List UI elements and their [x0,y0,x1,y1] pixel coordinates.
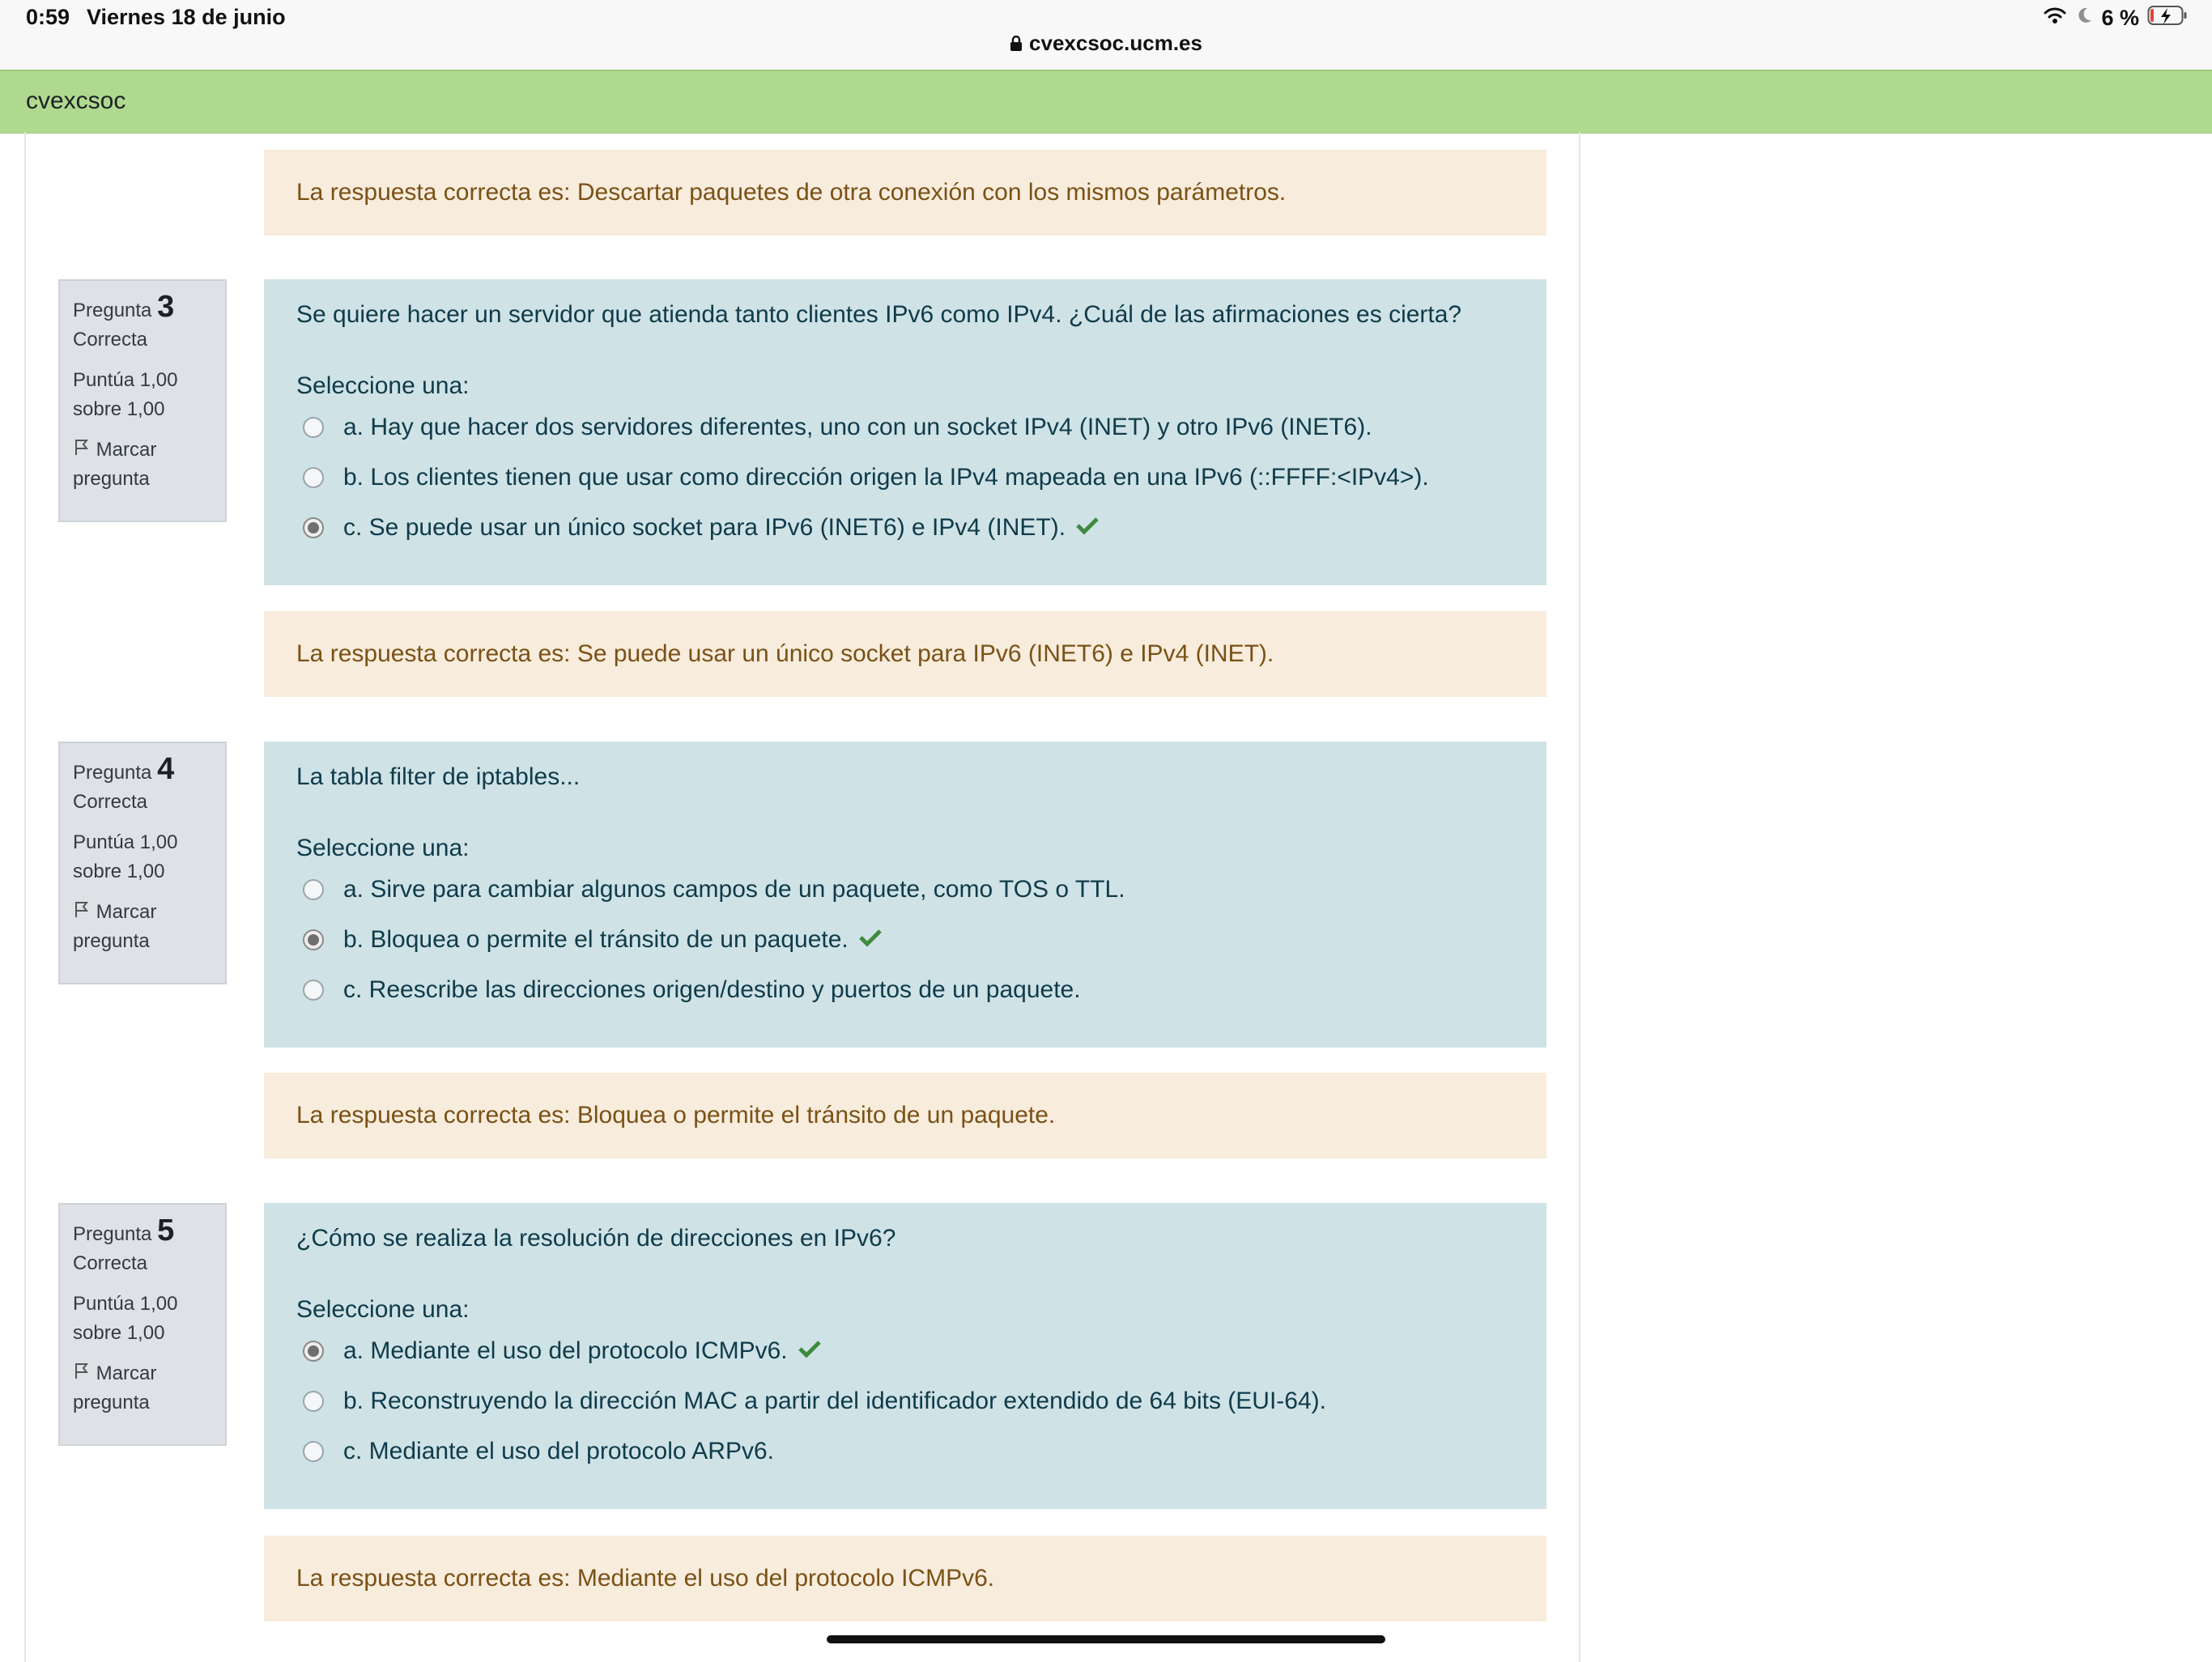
question-text: ¿Cómo se realiza la resolución de direcciones en IPv6? [296,1225,896,1252]
feedback-q5: La respuesta correcta es: Mediante el uso del protocolo ICMPv6. [264,1536,1546,1622]
grade-line: Puntúa 1,00 [73,1293,178,1315]
grade-line: Puntúa 1,00 [73,369,178,391]
address-bar[interactable] [0,31,2212,57]
answer-text: c. Mediante el uso del protocolo ARPv6. [343,1438,774,1464]
answer-option[interactable] [296,865,1514,915]
answer-text: a. Hay que hacer dos servidores diferentes, uno con un socket IPv4 (INET) y otro IPv6 (INET6). [343,414,1372,440]
lock-icon [1010,32,1023,57]
battery-charging-icon [2147,5,2188,32]
flag-icon [73,1362,91,1384]
radio-button-checked[interactable] [303,1341,324,1362]
question-content-q3 [264,279,1546,585]
answer-option[interactable] [296,1376,1514,1426]
answer-prompt: Seleccione una: [296,372,470,399]
answer-text: b. Bloquea o permite el tránsito de un paquete. [343,926,849,953]
status-date: Viernes 18 de junio [87,5,286,29]
flag-question-button[interactable]: Marcar [73,1359,212,1388]
radio-button[interactable] [303,1391,324,1412]
question-info-q3 [58,279,227,522]
question-number: 5 [157,1214,175,1248]
radio-button[interactable] [303,879,324,900]
radio-button-checked[interactable] [303,517,324,538]
question-label: Pregunta [73,762,152,784]
status-indicators [2043,5,2188,32]
battery-percent: 6 % [2101,6,2139,30]
feedback-q2: La respuesta correcta es: Descartar paquetes de otra conexión con los mismos parámetros. [264,150,1546,236]
flag-icon [73,901,91,923]
flag-question-label: pregunta [73,1392,150,1413]
correct-check-icon [798,1337,822,1365]
answer-text: a. Sirve para cambiar algunos campos de un paquete, como TOS o TTL. [343,876,1125,903]
answer-text: c. Se puede usar un único socket para IPv6 (INET6) e IPv4 (INET). [343,514,1066,541]
flag-question-button[interactable]: Marcar [73,436,212,465]
grade-max: sobre 1,00 [73,1322,165,1344]
answer-text: a. Mediante el uso del protocolo ICMPv6. [343,1337,788,1364]
question-text: La tabla filter de iptables... [296,763,581,790]
question-info-q4 [58,742,227,984]
question-number: 4 [157,752,175,786]
url-text: cvexcsoc.ucm.es [1029,31,1202,55]
radio-button[interactable] [303,467,324,488]
answer-prompt: Seleccione una: [296,1296,470,1323]
flag-question-label: pregunta [73,468,150,490]
wifi-icon [2043,6,2067,31]
question-state: Correcta [73,329,148,351]
feedback-q3: La respuesta correcta es: Se puede usar un único socket para IPv6 (INET6) e IPv4 (INET). [264,611,1546,697]
answer-option[interactable] [296,965,1514,1015]
radio-button[interactable] [303,417,324,438]
correct-check-icon [1075,514,1100,542]
site-name[interactable]: cvexcsoc [26,87,126,114]
question-text: Se quiere hacer un servidor que atienda tanto clientes IPv6 como IPv4. ¿Cuál de las afirmaciones es cierta? [296,301,1462,328]
answer-option[interactable] [296,1426,1514,1477]
answer-text: c. Reescribe las direcciones origen/destino y puertos de un paquete. [343,976,1081,1003]
answer-prompt: Seleccione una: [296,835,470,861]
correct-check-icon [858,926,883,954]
answer-option-selected[interactable] [296,1326,1514,1376]
home-indicator[interactable] [827,1635,1385,1643]
feedback-q4: La respuesta correcta es: Bloquea o permite el tránsito de un paquete. [264,1073,1546,1158]
grade-line: Puntúa 1,00 [73,831,178,853]
answer-text: b. Reconstruyendo la dirección MAC a partir del identificador extendido de 64 bits (EUI-64). [343,1388,1326,1414]
answer-text: b. Los clientes tienen que usar como dirección origen la IPv4 mapeada en una IPv6 (::FFFF:<IPv4>). [343,464,1429,491]
answer-option-selected[interactable] [296,915,1514,965]
answer-option-selected[interactable] [296,503,1514,553]
grade-max: sobre 1,00 [73,861,165,882]
radio-button[interactable] [303,980,324,1001]
flag-icon [73,439,91,461]
moon-icon [2075,6,2093,31]
grade-max: sobre 1,00 [73,398,165,420]
status-time: 0:59 [26,5,70,29]
question-info-q5 [58,1203,227,1446]
radio-button-checked[interactable] [303,929,324,950]
answer-option[interactable] [296,402,1514,453]
question-label: Pregunta [73,1223,152,1245]
radio-button[interactable] [303,1441,324,1462]
question-content-q4 [264,742,1546,1048]
flag-question-label: pregunta [73,930,150,952]
question-content-q5 [264,1203,1546,1509]
question-number: 3 [157,290,175,324]
question-state: Correcta [73,1252,148,1274]
site-header [0,70,2212,134]
question-label: Pregunta [73,300,152,321]
flag-question-button[interactable]: Marcar [73,898,212,927]
question-state: Correcta [73,791,148,813]
status-bar [0,0,2212,70]
answer-option[interactable] [296,453,1514,503]
